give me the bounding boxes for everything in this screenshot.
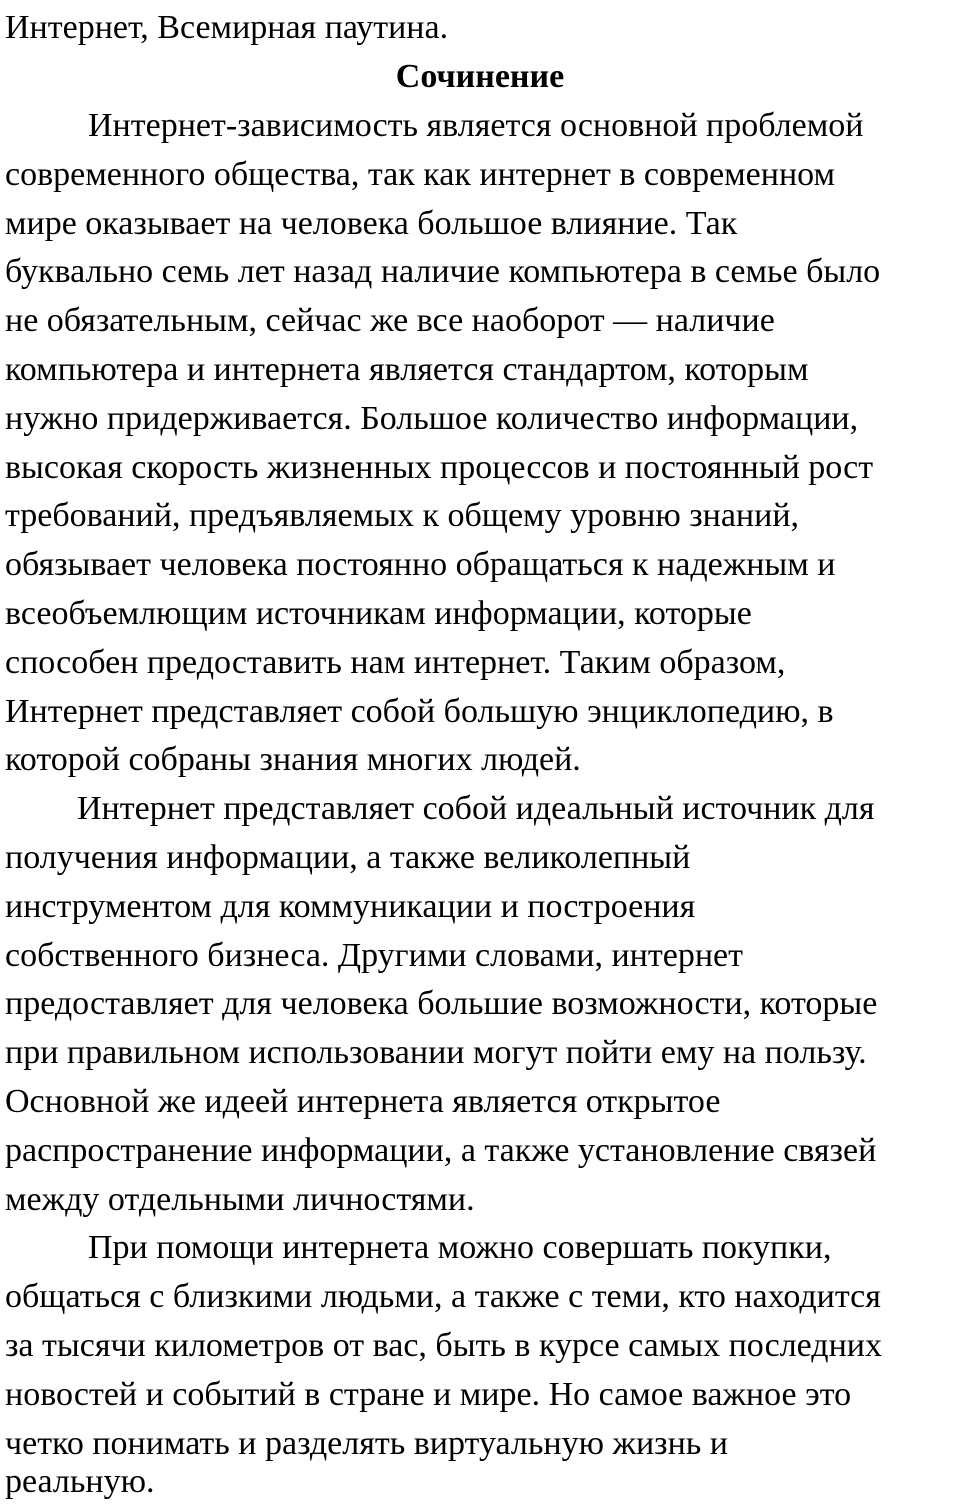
paragraph-line: обязывает человека постоянно обращаться к надежным и — [5, 546, 836, 583]
paragraph-line: новостей и событий в стране и мире. Но самое важное это — [5, 1376, 852, 1413]
paragraph-line: всеобъемлющим источникам информации, которые — [5, 595, 752, 632]
paragraph-line: Интернет представляет собой большую энциклопедию, в — [5, 693, 834, 730]
paragraph-line: нужно придерживается. Большое количество информации, — [5, 400, 859, 437]
paragraph-line: предоставляет для человека большие возможности, которые — [5, 985, 878, 1022]
paragraph-line: Интернет представляет собой идеальный источник для — [77, 790, 875, 827]
paragraph-line: способен предоставить нам интернет. Таким образом, — [5, 644, 786, 681]
paragraph-line: распространение информации, а также установление связей — [5, 1132, 877, 1169]
paragraph-line: компьютера и интернета является стандартом, которым — [5, 351, 809, 388]
paragraph-line: за тысячи километров от вас, быть в курсе самых последних — [5, 1327, 882, 1364]
paragraph-line: При помощи интернета можно совершать покупки, — [88, 1229, 832, 1266]
topic-heading: Интернет, Всемирная паутина. — [5, 9, 449, 46]
paragraph-line: которой собраны знания многих людей. — [5, 741, 581, 778]
paragraph-line: реальную. — [5, 1463, 155, 1500]
paragraph-line: требований, предъявляемых к общему уровню знаний, — [5, 497, 800, 534]
paragraph-line: общаться с близкими людьми, а также с теми, кто находится — [5, 1278, 881, 1315]
paragraph-line: при правильном использовании могут пойти ему на пользу. — [5, 1034, 867, 1071]
paragraph-line: Интернет-зависимость является основной проблемой — [88, 107, 864, 144]
essay-title: Сочинение — [395, 58, 565, 95]
paragraph-line: не обязательным, сейчас же все наоборот — наличие — [5, 302, 775, 339]
paragraph-line: четко понимать и разделять виртуальную жизнь и — [5, 1425, 728, 1462]
paragraph-line: мире оказывает на человека большое влияние. Так — [5, 205, 738, 242]
paragraph-line: получения информации, а также великолепный — [5, 839, 691, 876]
paragraph-line: собственного бизнеса. Другими словами, интернет — [5, 937, 743, 974]
paragraph-line: буквально семь лет назад наличие компьютера в семье было — [5, 253, 881, 290]
paragraph-line: современного общества, так как интернет в современном — [5, 156, 836, 193]
paragraph-line: между отдельными личностями. — [5, 1181, 475, 1218]
paragraph-line: инструментом для коммуникации и построения — [5, 888, 696, 925]
paragraph-line: Основной же идеей интернета является открытое — [5, 1083, 721, 1120]
paragraph-line: высокая скорость жизненных процессов и постоянный рост — [5, 449, 874, 486]
